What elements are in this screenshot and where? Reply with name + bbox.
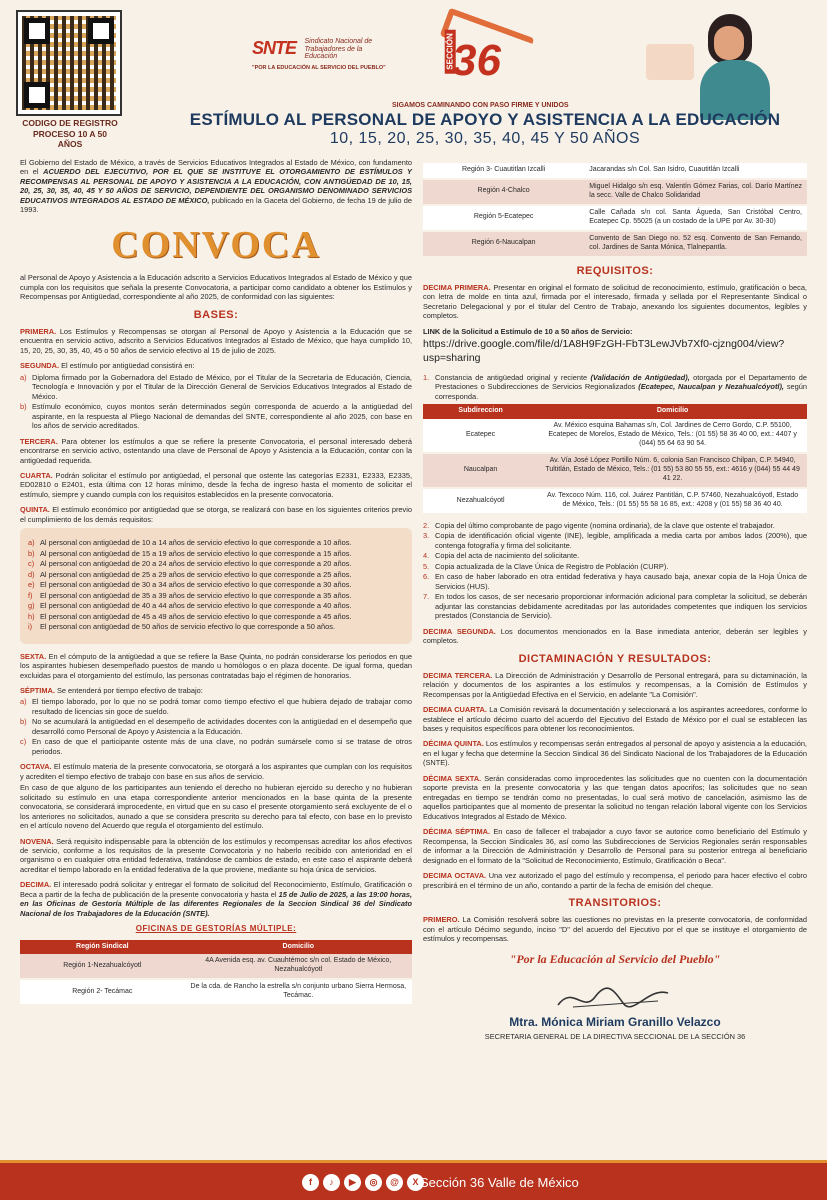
table-row bbox=[423, 179, 807, 205]
base-cuarta: CUARTA. Podrán solicitar el estímulo por antigüedad, el personal que ostente las categorías E2331, E2333, E2335, ED02810 o E2401, esta última con 12 horas mínimo, desde la fecha de ingreso hasta el momento de solicitar el estímulo, siempre y cuando cumpla con los requisitos establecidos en la presente convocatoria. bbox=[20, 471, 412, 499]
table-cell: Región 2- Tecámac bbox=[20, 979, 185, 1005]
list-item: 3. Copia de identificación oficial vigente (INE), legible, amplificada a media carta por ambos lados (200%), que contenga fotografía y firma del solicitante. bbox=[423, 531, 807, 550]
table-header: Región Sindical bbox=[20, 940, 185, 955]
page-title: ESTÍMULO AL PERSONAL DE APOYO Y ASISTENCIA A LA EDUCACIÓN bbox=[189, 110, 781, 129]
table-header: Subdireccion bbox=[423, 404, 538, 419]
left-column bbox=[20, 158, 412, 1012]
oficinas-heading: OFICINAS DE GESTORÍAS MÚLTIPLE: bbox=[135, 924, 297, 934]
decima-quinta: DÉCIMA QUINTA. Los estímulos y recompensas serán entregados al personal de apoyo y asistencia a la educación, en el lugar y fecha que determine la Seccion Sindical 36 del Sindicato Nacional de los Trabajadores de la Educación (SNTE). bbox=[423, 739, 807, 768]
tagline: SIGAMOS CAMINANDO CON PASO FIRME Y UNIDOS bbox=[392, 102, 569, 109]
list-item: b) Estímulo económico, cuyos montos serán determinados según corresponda de acuerdo a la antigüedad del aspirante, en la respuesta al Pliego Nacional de demandas del SNTE, correspondiente al año 2025, con base en los años de servicio acreditados. bbox=[20, 402, 412, 431]
solicitud-link[interactable]: https://drive.google.com/file/d/1A8H9FzGH-FbT3LewJVb7Xf0-cjzng004/view?usp=sharing bbox=[423, 338, 785, 364]
list-item: 1. Constancia de antigüedad original y reciente (Validación de Antigüedad), otorgada por el Departamento de Prestaciones o Subdirecciones de Servicios Regionalizados (Ecatepec, Naucalpan y Nezahualcóyotl), según corresponda. bbox=[423, 372, 807, 401]
instagram-icon[interactable]: ◎ bbox=[365, 1174, 382, 1191]
quinta-box bbox=[20, 528, 412, 643]
snte-sub: Sindicato Nacional de Trabajadores de la Educación bbox=[304, 38, 373, 61]
base-octava-continued: En caso de que alguno de los participantes aun teniendo el derecho no hubieran ejercido su derecho y no hubieran solicitado su estímulo en una etapa correspondiente anterior mencionados en la base quinta de la presente convocatoria, se considerará improcedente, en virtud que en su caso el presente otorgamiento será excluyente de el o los anteriores no solicitados, aunado a que se considera prescrito su derecho para tal efecto, con base en lo previsto en el artículo noveno del Acuerdo que regula el otorgamiento del estímulo. bbox=[20, 783, 412, 831]
table-cell: 4A Avenida esq. av. Cuauhtémoc s/n col. Estado de México, Nezahualcóyotl bbox=[185, 954, 412, 979]
table-row bbox=[423, 231, 807, 257]
bases-heading: BASES: bbox=[193, 308, 239, 321]
requisitos-heading: REQUISITOS: bbox=[576, 264, 654, 277]
list-item: e) El personal con antigüedad de 30 a 34 años de servicio efectivo lo que corresponde a 30 años. bbox=[28, 580, 352, 590]
table-cell: Av. Texcoco Núm. 116, col. Juárez Pantitlán, C.P. 57460, Nezahualcóyotl, Estado de México, Tels.: (01 55) 55 58 16 85, ext.: 4208 y (01 55) 58 36 40 40. bbox=[538, 488, 807, 514]
base-primera: PRIMERA. Los Estímulos y Recompensas se otorgan al Personal de Apoyo y Asistencia a la Educación que se encuentra en servicio activo, adscrito a Servicios Educativos Integrados al Estado de México, que haya cumplido 10, 15, 20, 25, 30, 35, 40, 45 o 50 años de servicio efectivo al 15 de julio de 2025. bbox=[20, 326, 412, 355]
table-cell: Calle Cañada s/n col. Santa Águeda, San Cristóbal Centro, Ecatepec Cp. 55025 (a un costado de la UPE por Av. 30-30) bbox=[584, 205, 807, 231]
decima-tercera: DECIMA TERCERA. La Dirección de Administración y Desarrollo de Personal entregará, para su dictaminación, la relación y documentos de los aspirantes a los estímulos y recompensas, a la Comisión de Estímulos y Recompensas por la Antigüedad Efectiva en el Servicio, en adelante "La Comisión". bbox=[423, 670, 807, 699]
table-row bbox=[423, 453, 807, 488]
dictaminacion-heading: DICTAMINACIÓN Y RESULTADOS: bbox=[518, 652, 712, 665]
table-cell: Av. México esquina Bahamas s/n, Col. Jardines de Cerro Gordo, C.P. 55100, Ecatepec de Morelos, Estado de México, Tels.: (01 55) 58 36 40 00, ext.: 4407 y (044) 55 64 63 90 54. bbox=[538, 419, 807, 453]
transitorios-heading: TRANSITORIOS: bbox=[568, 897, 662, 910]
base-sexta: SEXTA. En el cómputo de la antigüedad a que se refiere la Base Quinta, no podrán considerarse los periodos en que los aspirantes hubiesen desempeñado puestos de mando u homólogos o en plaza docente. De igual forma, quedan excluidas para el otorgamiento del estímulo, las personas contratadas bajo el régimen de honorarios. bbox=[20, 651, 412, 680]
list-item: a) El tiempo laborado, por lo que no se podrá tomar como tiempo efectivo el que hubiera dejado de trabajar como resultado de licencias sin goce de sueldo. bbox=[20, 697, 412, 716]
list-item: g) El personal con antigüedad de 40 a 44 años de servicio efectivo lo que corresponde a 40 años. bbox=[28, 601, 352, 611]
qr-code[interactable] bbox=[18, 12, 120, 114]
table-row bbox=[20, 954, 412, 979]
table-row bbox=[423, 163, 807, 179]
list-item: b) No se acumulará la antigüedad en el desempeño de actividades docentes con la antigüedad en el desempeño que desarrolló como Personal de Apoyo y Asistencia a la Educación. bbox=[20, 717, 412, 736]
base-novena: NOVENA. Será requisito indispensable para la obtención de los estímulos y recompensas acreditar los años efectivos de servicio, conforme a los requisitos de la presente Convocatoria y no haberlo recibido con anterioridad en el organismo o en cualquier otra entidad federativa, tratándose de cambios de estado, en este caso el aspirante deberá acreditar el tiempo laborado en la entidad federativa de la que proviene, mediante su hoja única de servicios. bbox=[20, 836, 412, 874]
list-item: 4. Copia del acta de nacimiento del solicitante. bbox=[423, 551, 580, 561]
snte-logo bbox=[252, 38, 432, 71]
link-label: LINK de la Solicitud a Estímulo de 10 a 50 años de Servicio: bbox=[423, 326, 633, 336]
table-cell: Región 6-Naucalpan bbox=[423, 231, 584, 257]
convoca-heading: CONVOCA bbox=[111, 223, 321, 266]
base-tercera: TERCERA. Para obtener los estímulos a que se refiere la presente Convocatoria, el personal interesado deberá encontrarse en servicio activo, ostentando una clave de Personal de Apoyo y Asistencia a la Educación, contar con la antigüedad requerida. bbox=[20, 436, 412, 465]
base-decima: DECIMA. El interesado podrá solicitar y entregar el formato de solicitud del Reconocimiento, Estímulo, Gratificación o Beca a partir de la fecha de publicación de la presente convocatoria y hasta el 15 de Julio de 2025, a las 19:00 horas, en las Oficinas de Gestoría Múltiple de las diferentes Regionales de la Seccion Sindical 36 del Sindicato Nacional de los Trabajadores de la Educación (SNTE). bbox=[20, 880, 413, 918]
snte-mark: SNTE bbox=[252, 38, 297, 58]
req-list bbox=[423, 521, 807, 621]
folder-icon bbox=[646, 44, 694, 80]
transitorio-primero: PRIMERO. La Comisión resolverá sobre las cuestiones no previstas en la presente convocatoria, de conformidad con el artículo Décimo segundo, inciso "D" del acuerdo del Ejecutivo por el que se instituye el otorgamiento de estímulos y recompensas. bbox=[423, 915, 807, 944]
decima-primera: DECIMA PRIMERA. Presentar en original el formato de solicitud de reconocimiento, estímulo, gratificación o beca, con letra de molde en tinta azul, firmada por el interesado, firmada y sellada por el Representante Sindical o Secretario Delegacional y por el titular del Centro de Trabajo, anexando los siguientes documentos, legibles y completos. bbox=[423, 282, 807, 321]
list-item: c) Al personal con antigüedad de 20 a 24 años de servicio efectivo lo que corresponde a 20 años. bbox=[28, 559, 352, 569]
table-cell: De la cda. de Rancho la estrella s/n conjunto urbano Sierra Hermosa, Tecámac. bbox=[185, 979, 412, 1005]
table-row bbox=[423, 419, 807, 453]
right-column bbox=[423, 160, 807, 1042]
x-icon[interactable]: X bbox=[407, 1174, 424, 1191]
footer-bar bbox=[0, 1160, 827, 1200]
table-row bbox=[20, 979, 412, 1005]
signer-role: SECRETARIA GENERAL DE LA DIRECTIVA SECCIONAL DE LA SECCIÓN 36 bbox=[484, 1032, 746, 1042]
decima-octava: DECIMA OCTAVA. Una vez autorizado el pago del estímulo y recompensa, el periodo para hacer efectivo el cobro prescribirá en el término de un año, contando a partir de la fecha de emisión del cheque. bbox=[423, 871, 807, 890]
badge-number: 36 bbox=[452, 36, 501, 85]
decima-septima: DÉCIMA SÉPTIMA. En caso de fallecer el trabajador a cuyo favor se autorice como beneficiario del Estímulo y Recompensa, la Seccion Sindicales 36, así como las Subdirecciones de Servicios Regionales serán responsables de informar a la Dirección de Administración y Desarrollo de Personal para su posterior entrega al beneficiario designado en el formato de la "Solicitud de Reconocimiento, Estímulo, Gratificación o Beca". bbox=[423, 827, 807, 865]
social-icons bbox=[302, 1174, 424, 1191]
table-header: Domicilio bbox=[185, 940, 412, 955]
list-item: d) Al personal con antigüedad de 25 a 29 años de servicio efectivo lo que corresponde a 25 años. bbox=[28, 569, 352, 579]
base-segunda: SEGUNDA. El estímulo por antigüedad consistirá en: bbox=[20, 361, 195, 371]
table-cell: Jacarandas s/n Col. San Isidro, Cuautitlán Izcalli bbox=[584, 163, 807, 179]
woman-illustration bbox=[640, 14, 790, 124]
segunda-list bbox=[20, 373, 412, 431]
table-cell: Naucalpan bbox=[423, 453, 538, 488]
decima-segunda: DECIMA SEGUNDA. Los documentos mencionados en la Base inmediata anterior, deberán ser legibles y completos. bbox=[423, 626, 807, 646]
subdirecciones-table bbox=[423, 404, 807, 515]
qr-label: CODIGO DE REGISTRO PROCESO 10 A 50 AÑOS bbox=[22, 118, 118, 150]
list-item: h) El personal con antigüedad de 45 a 49 años de servicio efectivo lo que corresponde a 45 años. bbox=[28, 611, 352, 621]
base-quinta: QUINTA. El estímulo económico por antigüedad que se otorga, se realizará con base en los siguientes criterios previo el cumplimiento de los demás requisitos: bbox=[20, 505, 412, 524]
list-item: 2. Copia del último comprobante de pago vigente (nomina ordinaria), de la clave que ostente el trabajador. bbox=[423, 520, 775, 530]
decima-sexta: DÉCIMA SEXTA. Serán consideradas como improcedentes las solicitudes que no cuenten con la documentación soporte prevista en la presente convocatoria y las que tengan datos apocrifos; las solicitudes que no sean entregadas en tiempo se tendrán como no presentadas, lo cual será motivo de cancelación, asimismo las de aquellos participantes que al momento de presentar la solicitud no tengan relación laboral vigente con los Servicios Educativos Integrados al Estado de México. bbox=[423, 773, 807, 821]
list-item: 7. En todos los casos, de ser necesario proporcionar información adicional para completar la solicitud, se deberán adjuntar las constancias debidamente acreditadas por las autoridades competentes que indiquen los servicios prestados (Constancia de Servicio). bbox=[423, 592, 807, 621]
decima-cuarta: DECIMA CUARTA. La Comisión revisará la documentación y seleccionará a los aspirantes acreedores, conforme lo establece el artículo décimo cuarto del acuerdo del Ejecutivo del Estado de México por el cual se establecen las bases y requisitos específicos para obtener los reconocimientos. bbox=[423, 705, 807, 733]
tiktok-icon[interactable]: ♪ bbox=[323, 1174, 340, 1191]
youtube-icon[interactable]: ▶ bbox=[344, 1174, 361, 1191]
list-item: 6. En caso de haber laborado en otra entidad federativa y haya causado baja, anexar copia de la Hoja Única de Servicios (HUS). bbox=[423, 572, 807, 591]
closing-motto: "Por la Educación al Servicio del Pueblo" bbox=[509, 951, 721, 966]
intro-paragraph: El Gobierno del Estado de México, a través de Servicios Educativos Integrados al Estado de México, con fundamento en el ACUERDO DEL EJECUTIVO, POR EL QUE SE INSTITUYE EL OTORGAMIENTO DE ESTÍMULOS Y RECOMPENSAS AL PERSONAL DE APOYO Y ASISTENCIA A LA EDUCACIÓN, CON ANTIGÜEDAD DE 10, 15, 20, 25, 30, 35, 40, 45 Y 50 AÑOS DE SERVICIO, DEPENDIENTE DEL ORGANISMO DENOMINADO SERVICIOS EDUCATIVOS INTEGRADOS AL ESTADO DE MÉXICO, publicado en la Gaceta del Gobierno, de fecha 19 de julio de 1993. bbox=[20, 158, 412, 215]
base-septima: SÉPTIMA. Se entenderá por tiempo efectivo de trabajo: bbox=[20, 685, 203, 695]
table-cell: Región 4-Chalco bbox=[423, 179, 584, 205]
quinta-list bbox=[28, 538, 402, 631]
table-cell: Convento de San Diego no. 52 esq. Convento de San Fernando, col. Jardines de Santa Mónica, Tlalnepantla. bbox=[584, 231, 807, 257]
table-cell: Región 5-Ecatepec bbox=[423, 205, 584, 231]
list-item: f) El personal con antigüedad de 35 a 39 años de servicio efectivo lo que corresponde a 35 años. bbox=[28, 590, 352, 600]
table-row bbox=[423, 205, 807, 231]
table-cell: Miguel Hidalgo s/n esq. Valentín Gómez Farias, col. Darío Martínez la secc. Valle de Chalco Solidaridad bbox=[584, 179, 807, 205]
table-cell: Av. Vía José López Portillo Núm. 6, colonia San Francisco Chilpan, C.P. 54940, Tultitlán, Estado de México, Tels.: (01 55) 53 80 55 55, ext.: 4616 y (044) 55 44 49 41 22. bbox=[538, 453, 807, 488]
table-cell: Región 1-Nezahualcóyotl bbox=[20, 954, 185, 979]
list-item: a) Diploma firmado por la Gobernadora del Estado de México, por el Titular de la Secretaría de Educación, Ciencia, Tecnología e Innovación y por el Titular de la Dirección General de Servicios Educativos Integrados al Estado de México. bbox=[20, 372, 412, 401]
table-cell: Ecatepec bbox=[423, 419, 538, 453]
threads-icon[interactable]: @ bbox=[386, 1174, 403, 1191]
facebook-icon[interactable]: f bbox=[302, 1174, 319, 1191]
oficinas-table bbox=[20, 940, 412, 1007]
list-item: b) Al personal con antigüedad de 15 a 19 años de servicio efectivo lo que corresponde a 15 años. bbox=[28, 548, 352, 558]
badge-section-label: SECCIÓN bbox=[445, 29, 456, 73]
list-item: i) El personal con antigüedad de 50 años de servicio efectivo lo que corresponde a 50 años. bbox=[28, 622, 336, 632]
list-item: 5. Copia actualizada de la Clave Única de Registro de Población (CURP). bbox=[423, 561, 669, 571]
signature-scribble bbox=[553, 979, 673, 1015]
list-item: c) En caso de que el participante ostente más de una clave, no podrán sumársele como si se tratase de otros periodos. bbox=[20, 737, 412, 756]
footer-text: Sección 36 Valle de México bbox=[420, 1175, 579, 1190]
page-subtitle: 10, 15, 20, 25, 30, 35, 40, 45 Y 50 AÑOS bbox=[329, 130, 641, 147]
list-item: a) Al personal con antigüedad de 10 a 14 años de servicio efectivo lo que corresponde a 10 años. bbox=[28, 538, 352, 548]
signature bbox=[423, 979, 807, 1015]
snte-motto: "POR LA EDUCACIÓN AL SERVICIO DEL PUEBLO" bbox=[252, 65, 386, 72]
table-row bbox=[423, 488, 807, 514]
signer-name: Mtra. Mónica Miriam Granillo Velazco bbox=[509, 1014, 721, 1029]
convoca-paragraph: al Personal de Apoyo y Asistencia a la Educación adscrito a Servicios Educativos Integrados al Estado de México y que cumpla con los requisitos que señala la presente Convocatoria, a participar como candidato a obtener los Estímulos y Recompensas por Antigüedad, correspondiente al año 2025, de conformidad con las siguientes: bbox=[20, 273, 412, 302]
table-cell: Región 3- Cuautitlan Izcalli bbox=[423, 163, 584, 179]
septima-list bbox=[20, 697, 412, 756]
base-octava: OCTAVA. El estímulo materia de la presente convocatoria, se otorgará a los aspirantes que cumplan con los requisitos y acrediten el tiempo efectivo de trabajo con base en sus años de servicio. bbox=[20, 762, 412, 781]
table-header: Domicilio bbox=[538, 404, 807, 419]
regiones-table bbox=[423, 163, 807, 258]
section-36-logo bbox=[424, 12, 544, 102]
table-cell: Nezahualcóyotl bbox=[423, 488, 538, 514]
req-list-1 bbox=[423, 373, 807, 401]
